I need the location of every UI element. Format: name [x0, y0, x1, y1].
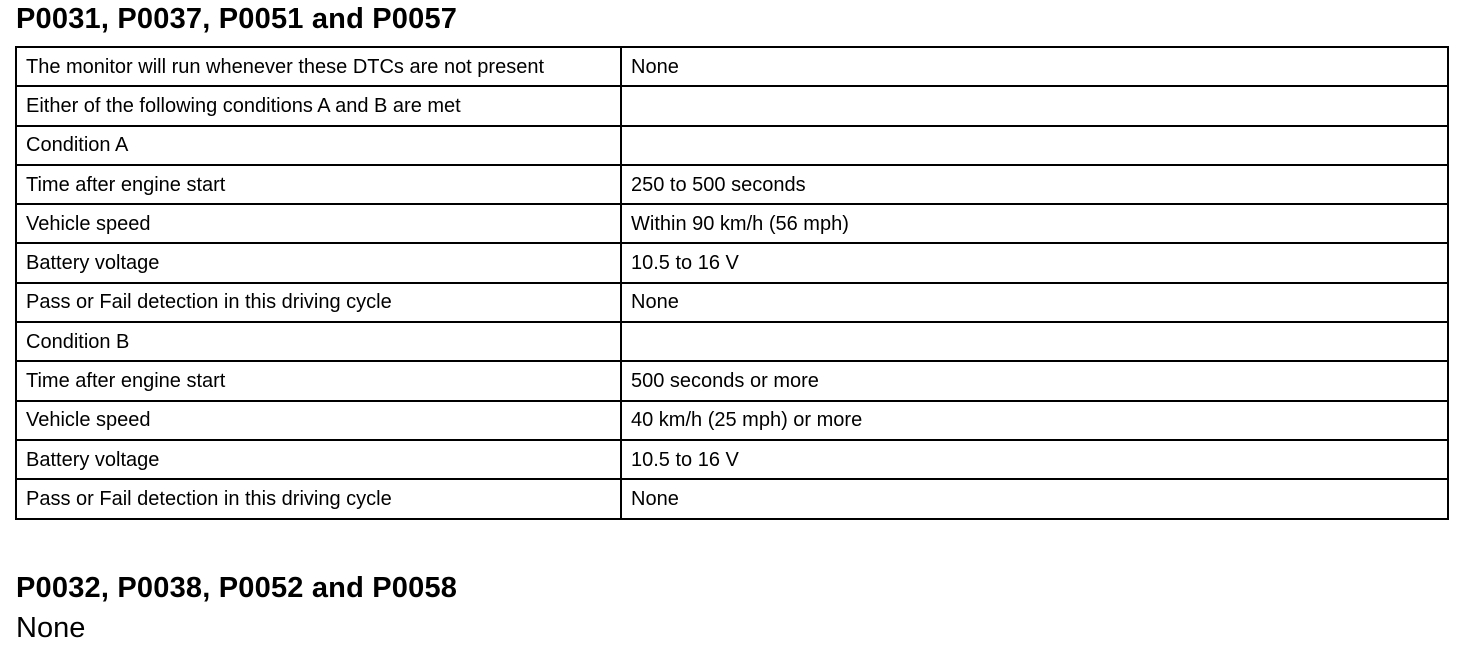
- condition-label-cell: The monitor will run whenever these DTCs are not present: [16, 47, 621, 86]
- condition-value-cell: [621, 126, 1448, 165]
- condition-label-cell: Battery voltage: [16, 440, 621, 479]
- condition-value-cell: Within 90 km/h (56 mph): [621, 204, 1448, 243]
- condition-value-cell: [621, 86, 1448, 125]
- table-row: [16, 401, 1448, 440]
- condition-value-cell: None: [621, 283, 1448, 322]
- condition-label-cell: Pass or Fail detection in this driving cycle: [16, 283, 621, 322]
- condition-label-cell: Pass or Fail detection in this driving cycle: [16, 479, 621, 518]
- condition-label-cell: Condition B: [16, 322, 621, 361]
- table-row: [16, 361, 1448, 400]
- monitor-conditions-table: [15, 46, 1449, 520]
- condition-label-cell: Either of the following conditions A and B are met: [16, 86, 621, 125]
- condition-value-cell: None: [621, 47, 1448, 86]
- table-row: [16, 126, 1448, 165]
- condition-value-cell: 500 seconds or more: [621, 361, 1448, 400]
- condition-value-cell: 10.5 to 16 V: [621, 440, 1448, 479]
- table-row: [16, 47, 1448, 86]
- condition-label-cell: Vehicle speed: [16, 204, 621, 243]
- condition-value-cell: 10.5 to 16 V: [621, 243, 1448, 282]
- condition-value-cell: [621, 322, 1448, 361]
- table-row: [16, 322, 1448, 361]
- table-row: [16, 86, 1448, 125]
- section-1-heading: P0031, P0037, P0051 and P0057: [16, 3, 458, 35]
- table-row: [16, 283, 1448, 322]
- condition-value-cell: None: [621, 479, 1448, 518]
- table-row: [16, 479, 1448, 518]
- condition-label-cell: Condition A: [16, 126, 621, 165]
- condition-label-cell: Time after engine start: [16, 165, 621, 204]
- condition-label-cell: Battery voltage: [16, 243, 621, 282]
- table-row: [16, 440, 1448, 479]
- table-row: [16, 243, 1448, 282]
- table-row: [16, 165, 1448, 204]
- table-row: [16, 204, 1448, 243]
- section-2-heading: P0032, P0038, P0052 and P0058: [16, 572, 458, 604]
- condition-label-cell: Time after engine start: [16, 361, 621, 400]
- condition-value-cell: 40 km/h (25 mph) or more: [621, 401, 1448, 440]
- condition-label-cell: Vehicle speed: [16, 401, 621, 440]
- section-2-body: None: [16, 612, 86, 644]
- condition-value-cell: 250 to 500 seconds: [621, 165, 1448, 204]
